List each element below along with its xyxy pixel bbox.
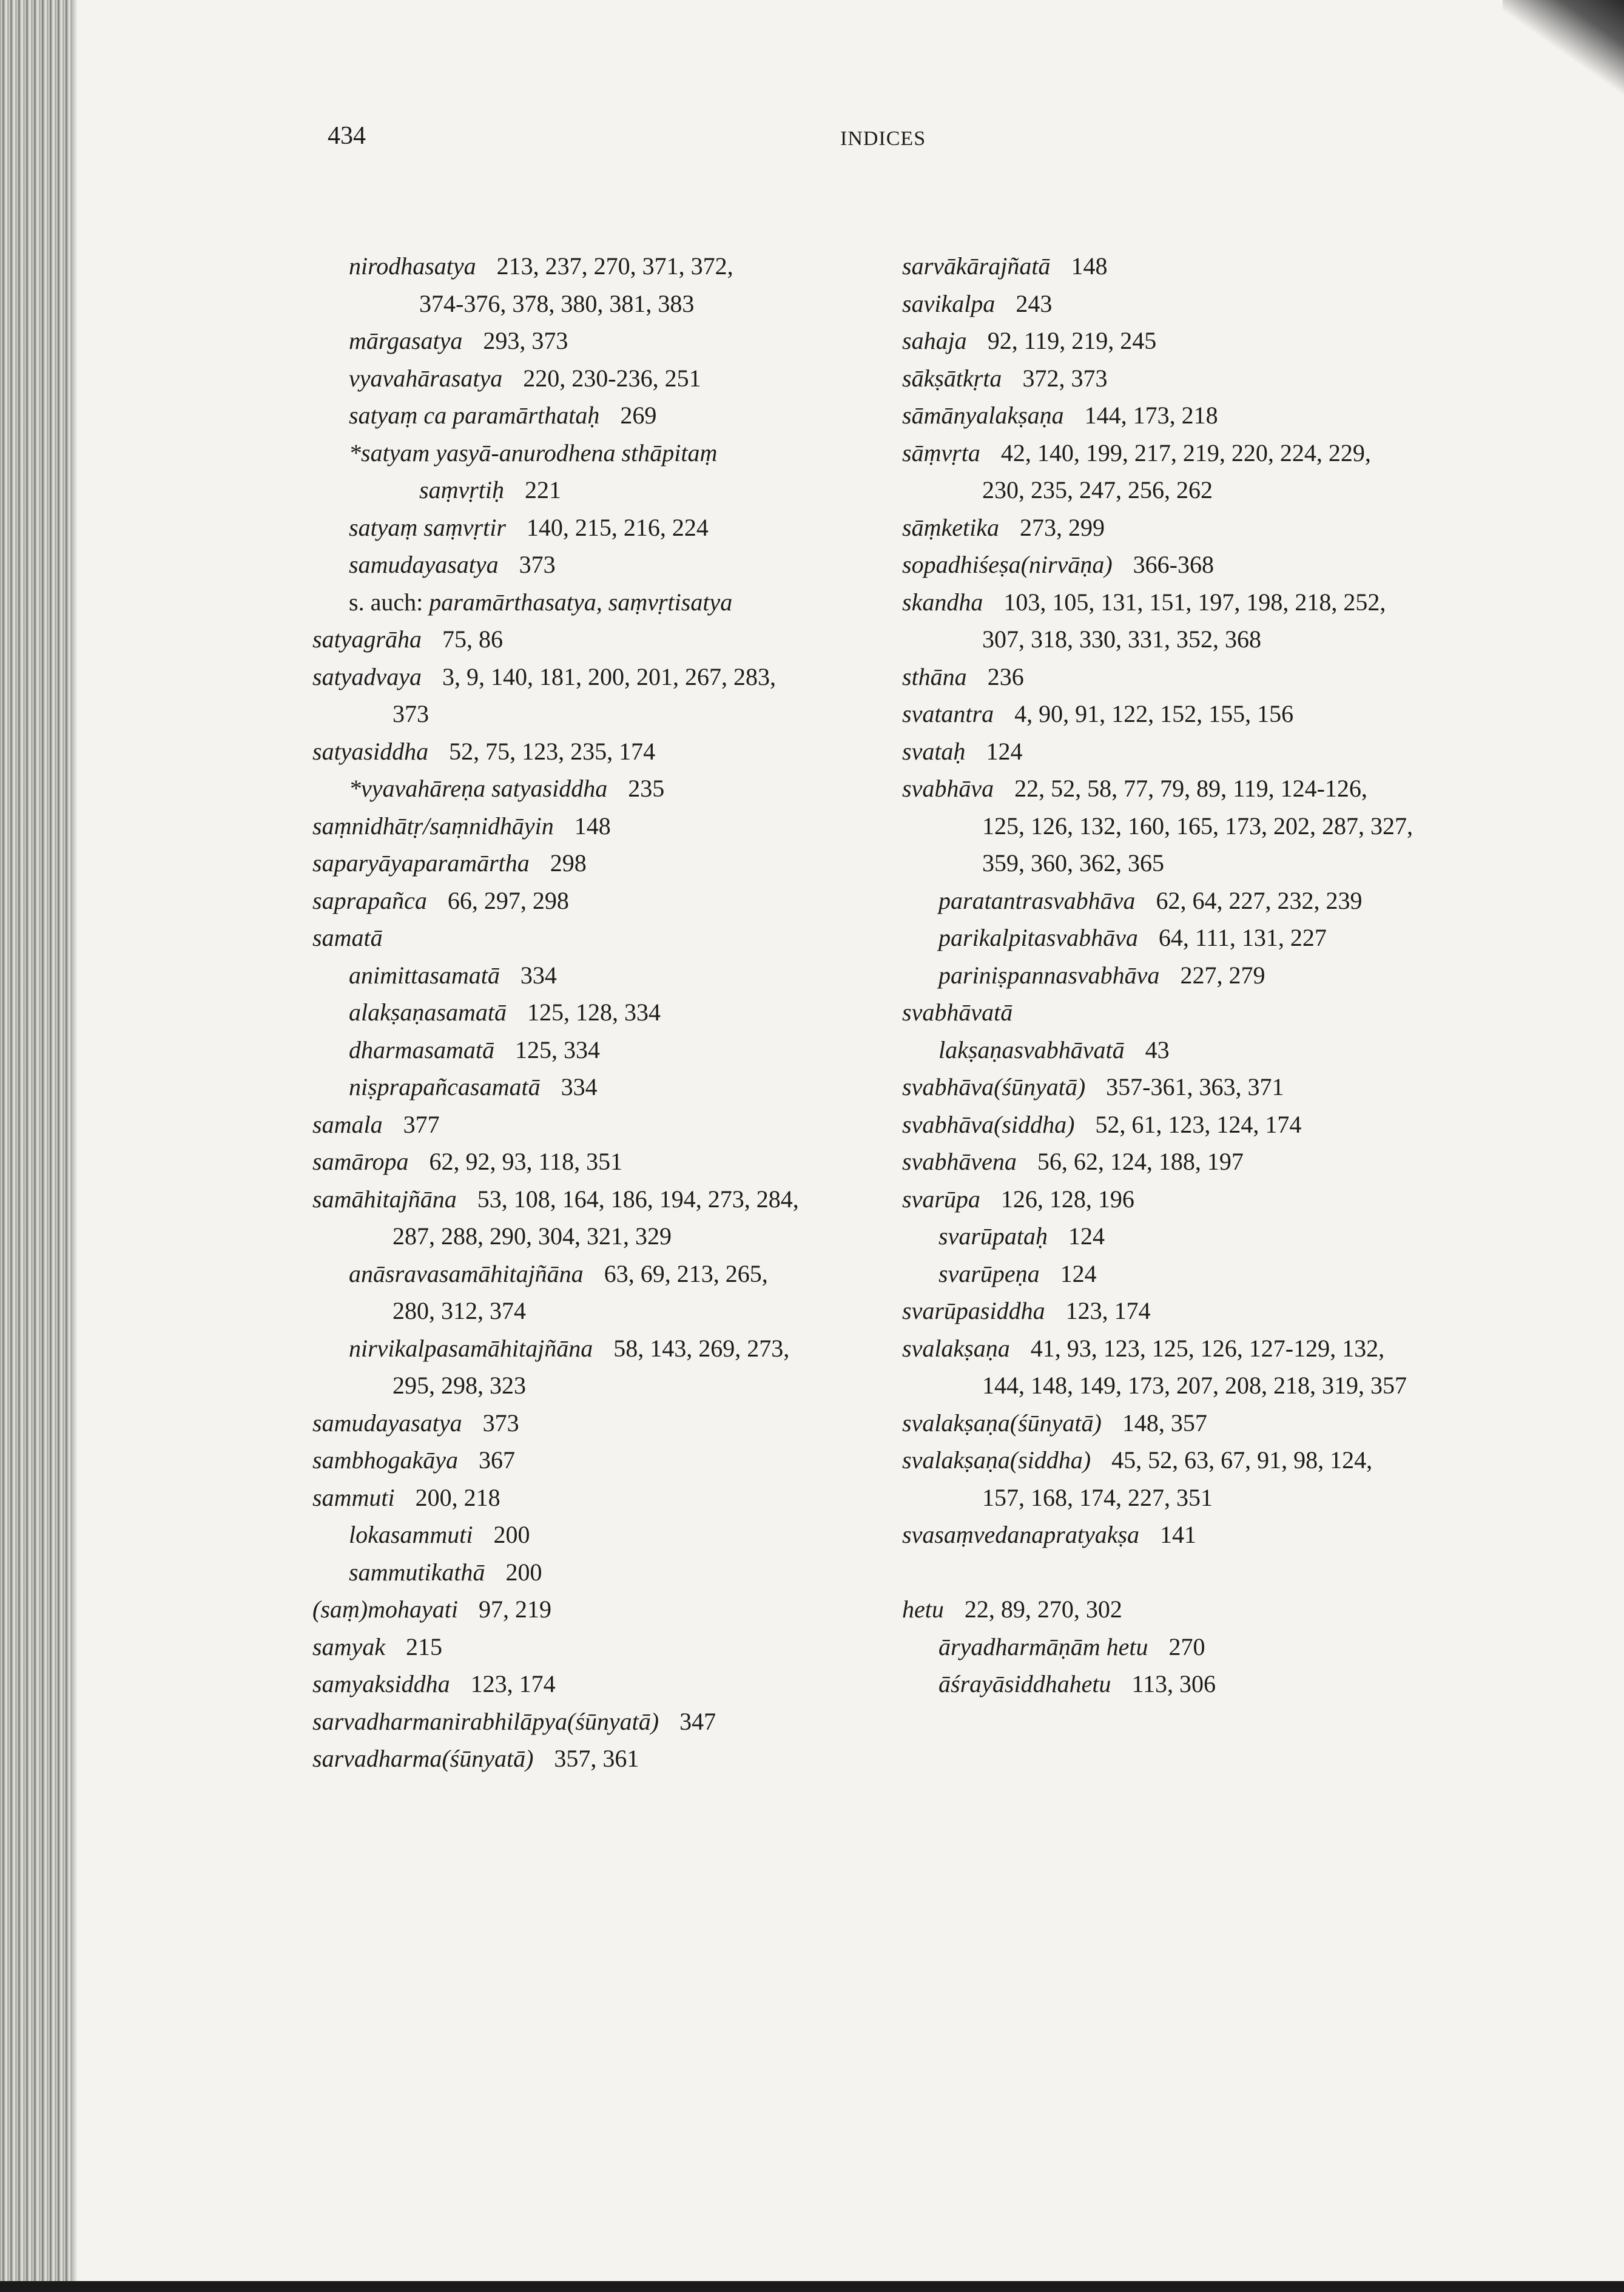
page-refs: 123, 174 <box>470 1670 556 1697</box>
page-refs: 148, 357 <box>1122 1409 1207 1437</box>
page-refs: 125, 334 <box>515 1036 601 1063</box>
index-entry <box>312 1628 895 1666</box>
index-entry <box>902 1106 1509 1144</box>
index-term: svabhāva(śūnyatā) <box>902 1073 1086 1100</box>
index-term: (saṃ)mohayati <box>312 1596 458 1623</box>
page-refs: 220, 230-236, 251 <box>523 364 701 392</box>
index-term: svabhāva <box>902 775 994 802</box>
page-refs: 124 <box>986 737 1023 765</box>
index-term: samudayasatya <box>349 551 499 578</box>
index-entry <box>312 658 895 696</box>
index-term: *vyavahāreṇa satyasiddha <box>349 775 608 802</box>
page-refs: 92, 119, 219, 245 <box>987 327 1157 354</box>
index-term: sopadhiśeṣa(nirvāṇa) <box>902 551 1113 578</box>
index-term: svabhāvena <box>902 1148 1017 1175</box>
index-entry <box>312 733 895 770</box>
page-refs: 144, 173, 218 <box>1084 402 1218 429</box>
page-refs: 373 <box>393 700 429 727</box>
index-term: satyagrāha <box>312 625 422 653</box>
index-subentry <box>902 1218 1509 1255</box>
page-refs: 357-361, 363, 371 <box>1106 1073 1284 1100</box>
index-entry <box>312 919 895 957</box>
page-refs: 373 <box>519 551 556 578</box>
index-term: sāmānyalakṣaṇa <box>902 402 1064 429</box>
index-entry <box>902 546 1509 584</box>
index-continuation <box>902 844 1509 882</box>
index-entry <box>312 1106 895 1144</box>
index-term: svarūpasiddha <box>902 1297 1045 1324</box>
index-entry <box>312 882 895 920</box>
index-term: dharmasamatā <box>349 1036 495 1063</box>
index-entry <box>902 1441 1509 1479</box>
index-term: sahaja <box>902 327 967 354</box>
index-continuation <box>902 1479 1509 1517</box>
index-continuation <box>312 1367 895 1404</box>
index-term: āryadharmāṇām hetu <box>938 1633 1148 1660</box>
book-binding-edge <box>0 0 72 2292</box>
page-refs: 22, 89, 270, 302 <box>964 1596 1122 1623</box>
index-subentry <box>312 509 895 547</box>
page-refs: 200, 218 <box>415 1483 500 1511</box>
index-subentry <box>902 957 1509 994</box>
index-term: samudayasatya <box>312 1409 462 1437</box>
see-also-terms: paramārthasatya, saṃvṛtisatya <box>429 588 733 616</box>
index-entry <box>312 1665 895 1703</box>
index-entry <box>902 248 1509 285</box>
index-term: sammutikathā <box>349 1558 485 1586</box>
index-term: nirvikalpasamāhitajñāna <box>349 1334 593 1362</box>
page-refs: 125, 126, 132, 160, 165, 173, 202, 287, 327, <box>982 812 1413 840</box>
index-subentry <box>312 360 895 397</box>
index-term: sarvākārajñatā <box>902 252 1051 280</box>
index-entry <box>902 434 1509 472</box>
page-refs: 56, 62, 124, 188, 197 <box>1037 1148 1244 1175</box>
page-refs: 124 <box>1068 1222 1105 1250</box>
page-refs: 213, 237, 270, 371, 372, <box>496 252 733 280</box>
index-entry <box>902 770 1509 807</box>
page-refs: 62, 64, 227, 232, 239 <box>1156 886 1363 914</box>
page-refs: 200 <box>493 1521 530 1548</box>
index-term: sāṃvṛta <box>902 439 980 467</box>
index-term: sākṣātkṛta <box>902 364 1002 392</box>
index-entry <box>902 1404 1509 1442</box>
index-subentry <box>312 397 895 434</box>
index-term: svarūpa <box>902 1185 980 1213</box>
index-subentry <box>312 1031 895 1069</box>
index-entry <box>312 471 895 509</box>
index-subentry <box>312 1068 895 1106</box>
page-refs: 374-376, 378, 380, 381, 383 <box>419 289 695 317</box>
index-term: sammuti <box>312 1483 395 1511</box>
index-subentry <box>312 770 895 807</box>
index-term: pariniṣpannasvabhāva <box>938 961 1160 989</box>
index-entry <box>312 807 895 845</box>
page-refs: 113, 306 <box>1131 1670 1216 1697</box>
see-also-label: s. auch: <box>349 588 423 616</box>
index-term: savikalpa <box>902 289 996 317</box>
index-term: satyaṃ saṃvṛtir <box>349 513 506 541</box>
page-refs: 66, 297, 298 <box>447 886 569 914</box>
index-subentry <box>312 322 895 360</box>
index-subentry <box>312 1554 895 1591</box>
index-term: *satyam yasyā-anurodhena sthāpitaṃ <box>349 439 718 467</box>
page-refs: 75, 86 <box>442 625 503 653</box>
index-entry <box>902 1591 1509 1628</box>
index-continuation <box>312 695 895 733</box>
index-subentry <box>312 1330 895 1367</box>
index-subentry <box>312 248 895 285</box>
page-refs: 366-368 <box>1133 551 1214 578</box>
index-entry <box>902 1292 1509 1330</box>
index-entry <box>312 1181 895 1218</box>
page-refs: 4, 90, 91, 122, 152, 155, 156 <box>1014 700 1294 727</box>
page-refs: 273, 299 <box>1019 513 1105 541</box>
index-entry <box>902 509 1509 547</box>
index-term: saṃnidhātṛ/saṃnidhāyin <box>312 812 554 840</box>
page-refs: 334 <box>561 1073 598 1100</box>
page-number: 434 <box>328 122 366 150</box>
index-term: animittasamatā <box>349 961 500 989</box>
page-refs: 372, 373 <box>1022 364 1108 392</box>
index-term: samatā <box>312 924 383 951</box>
page-refs: 287, 288, 290, 304, 321, 329 <box>393 1222 672 1250</box>
page-refs: 236 <box>987 662 1024 690</box>
page-refs: 58, 143, 269, 273, <box>613 1334 790 1362</box>
index-subentry <box>312 1255 895 1293</box>
index-entry <box>902 285 1509 323</box>
index-term: parikalpitasvabhāva <box>938 924 1138 951</box>
index-term: samāhitajñāna <box>312 1185 457 1213</box>
page-refs: 148 <box>1071 252 1108 280</box>
index-term: lakṣaṇasvabhāvatā <box>938 1036 1125 1063</box>
index-term: svarūpeṇa <box>938 1259 1040 1287</box>
page-refs: 43 <box>1145 1036 1170 1063</box>
index-entry <box>312 1143 895 1181</box>
scan-corner-shadow <box>1503 0 1624 115</box>
index-entry <box>902 1330 1509 1367</box>
index-subentry <box>902 919 1509 957</box>
page-refs: 97, 219 <box>478 1596 551 1623</box>
page-refs: 3, 9, 140, 181, 200, 201, 267, 283, <box>442 662 776 690</box>
page-refs: 22, 52, 58, 77, 79, 89, 119, 124-126, <box>1014 775 1367 802</box>
index-term: svarūpataḥ <box>938 1222 1048 1250</box>
index-term: paratantrasvabhāva <box>938 886 1136 914</box>
index-term: saparyāyaparamārtha <box>312 849 530 877</box>
page-refs: 377 <box>403 1110 440 1138</box>
index-term: sarvadharma(śūnyatā) <box>312 1745 534 1772</box>
page-refs: 52, 61, 123, 124, 174 <box>1095 1110 1302 1138</box>
index-entry <box>312 844 895 882</box>
index-entry <box>312 1703 895 1741</box>
index-term: samyak <box>312 1633 385 1660</box>
index-entry <box>902 658 1509 696</box>
index-subentry <box>902 1255 1509 1293</box>
index-term: svatantra <box>902 700 994 727</box>
index-entry <box>902 360 1509 397</box>
page-refs: 359, 360, 362, 365 <box>982 849 1164 877</box>
page-refs: 235 <box>628 775 665 802</box>
page-refs: 64, 111, 131, 227 <box>1158 924 1327 951</box>
page-refs: 123, 174 <box>1065 1297 1151 1324</box>
index-term: saṃvṛtiḥ <box>419 476 504 504</box>
index-entry <box>902 994 1509 1031</box>
index-term: sambhogakāya <box>312 1446 458 1474</box>
page-refs: 243 <box>1016 289 1053 317</box>
index-term: svasaṃvedanapratyakṣa <box>902 1521 1140 1548</box>
index-subentry <box>902 1628 1509 1666</box>
binding-shadow <box>72 0 78 2292</box>
page-refs: 221 <box>525 476 561 504</box>
running-head: INDICES <box>840 127 926 150</box>
page-refs: 52, 75, 123, 235, 174 <box>449 737 656 765</box>
page-refs: 295, 298, 323 <box>393 1372 526 1399</box>
index-entry <box>312 1404 895 1442</box>
page-refs: 140, 215, 216, 224 <box>526 513 709 541</box>
page-refs: 148 <box>574 812 611 840</box>
index-term: satyadvaya <box>312 662 422 690</box>
section-gap <box>902 1554 1509 1591</box>
index-column-left <box>312 248 895 1778</box>
page-refs: 230, 235, 247, 256, 262 <box>982 476 1213 504</box>
page-refs: 227, 279 <box>1180 961 1265 989</box>
scan-bottom-edge <box>0 2281 1624 2292</box>
index-continuation <box>312 1292 895 1330</box>
index-subentry <box>312 994 895 1031</box>
index-term: sarvadharmanirabhilāpya(śūnyatā) <box>312 1707 659 1735</box>
page-refs: 367 <box>478 1446 515 1474</box>
index-entry <box>902 1516 1509 1554</box>
page-refs: 144, 148, 149, 173, 207, 208, 218, 319, 357 <box>982 1372 1407 1399</box>
index-entry <box>902 695 1509 733</box>
index-entry <box>902 584 1509 621</box>
index-term: sāṃketika <box>902 513 999 541</box>
page-refs: 269 <box>620 402 657 429</box>
page-refs: 357, 361 <box>554 1745 639 1772</box>
page-refs: 62, 92, 93, 118, 351 <box>429 1148 623 1175</box>
index-entry <box>312 1479 895 1517</box>
index-term: saprapañca <box>312 886 427 914</box>
page-refs: 124 <box>1060 1259 1097 1287</box>
index-term: samāropa <box>312 1148 409 1175</box>
index-subentry <box>902 1031 1509 1069</box>
index-entry <box>902 1143 1509 1181</box>
index-term: sthāna <box>902 662 967 690</box>
page-refs: 280, 312, 374 <box>393 1297 526 1324</box>
index-continuation <box>312 1218 895 1255</box>
index-entry <box>312 1740 895 1778</box>
index-term: svabhāva(siddha) <box>902 1110 1075 1138</box>
index-term: niṣprapañcasamatā <box>349 1073 541 1100</box>
index-term: samyaksiddha <box>312 1670 450 1697</box>
index-subentry <box>902 882 1509 920</box>
index-entry <box>312 1441 895 1479</box>
index-entry <box>902 397 1509 434</box>
index-entry <box>902 733 1509 770</box>
index-subentry <box>312 1516 895 1554</box>
index-term: lokasammuti <box>349 1521 473 1548</box>
page-refs: 141 <box>1160 1521 1197 1548</box>
page-refs: 373 <box>482 1409 519 1437</box>
see-also-line <box>312 584 895 621</box>
index-term: mārgasatya <box>349 327 463 354</box>
index-term: vyavahārasatya <box>349 364 503 392</box>
page-refs: 41, 93, 123, 125, 126, 127-129, 132, <box>1030 1334 1385 1362</box>
page-refs: 307, 318, 330, 331, 352, 368 <box>982 625 1261 653</box>
index-term: alakṣaṇasamatā <box>349 999 507 1026</box>
index-term: svalakṣaṇa <box>902 1334 1010 1362</box>
page-refs: 42, 140, 199, 217, 219, 220, 224, 229, <box>1000 439 1371 467</box>
page-refs: 53, 108, 164, 186, 194, 273, 284, <box>477 1185 799 1213</box>
page-refs: 157, 168, 174, 227, 351 <box>982 1483 1213 1511</box>
page-refs: 125, 128, 334 <box>527 999 661 1026</box>
index-term: svalakṣaṇa(śūnyatā) <box>902 1409 1102 1437</box>
index-continuation <box>902 621 1509 658</box>
index-term: satyaṃ ca paramārthataḥ <box>349 402 600 429</box>
index-subentry <box>902 1665 1509 1703</box>
index-continuation <box>902 471 1509 509</box>
index-term: svabhāvatā <box>902 999 1013 1026</box>
index-subentry <box>312 434 895 472</box>
page-refs: 298 <box>550 849 587 877</box>
index-entry <box>902 1068 1509 1106</box>
page-refs: 63, 69, 213, 265, <box>604 1259 768 1287</box>
index-term: āśrayāsiddhahetu <box>938 1670 1111 1697</box>
index-entry <box>902 322 1509 360</box>
index-entry <box>902 1181 1509 1218</box>
index-column-right <box>902 248 1509 1703</box>
page-refs: 126, 128, 196 <box>1000 1185 1134 1213</box>
page-refs: 347 <box>679 1707 716 1735</box>
page-refs: 270 <box>1168 1633 1205 1660</box>
index-entry <box>312 621 895 658</box>
index-term: anāsravasamāhitajñāna <box>349 1259 584 1287</box>
index-continuation <box>902 807 1509 845</box>
index-entry <box>312 1591 895 1628</box>
page-refs: 215 <box>405 1633 442 1660</box>
page-refs: 293, 373 <box>483 327 568 354</box>
page-refs: 200 <box>505 1558 542 1586</box>
index-term: svalakṣaṇa(siddha) <box>902 1446 1091 1474</box>
page-refs: 103, 105, 131, 151, 197, 198, 218, 252, <box>1003 588 1386 616</box>
index-term: samala <box>312 1110 383 1138</box>
index-term: nirodhasatya <box>349 252 476 280</box>
index-subentry <box>312 546 895 584</box>
index-term: svataḥ <box>902 737 966 765</box>
index-subentry <box>312 957 895 994</box>
index-continuation <box>312 285 895 323</box>
index-continuation <box>902 1367 1509 1404</box>
index-term: hetu <box>902 1596 944 1623</box>
page-refs: 45, 52, 63, 67, 91, 98, 124, <box>1111 1446 1373 1474</box>
index-term: satyasiddha <box>312 737 429 765</box>
index-term: skandha <box>902 588 983 616</box>
page-refs: 334 <box>520 961 557 989</box>
